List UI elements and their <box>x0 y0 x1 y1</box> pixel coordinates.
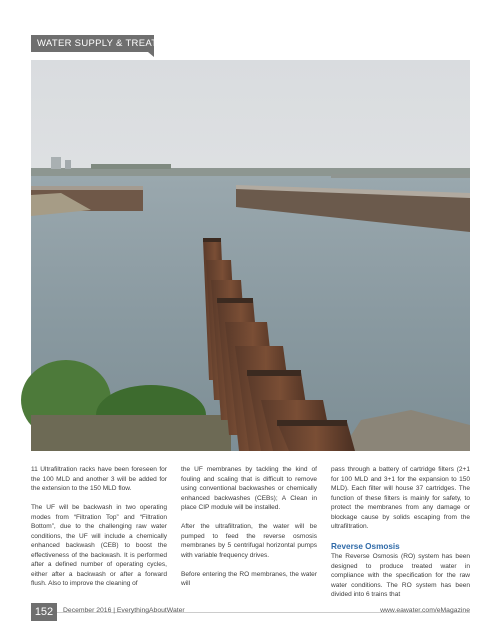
text-column-1 <box>31 465 167 598</box>
paragraph: The UF will be backwash in two operating modes from “Filtration Top” and “Filtration Bottom”, due to the challenging raw water conditions, the UF will include a chemically enhanced backwash (CEB) to boost the effectiveness of the backwash. It is performed after a defined number of operating cycles, either after a backwash or after a forward flush. Also to improve the cleaning of <box>31 504 167 587</box>
paragraph: pass through a battery of cartridge filters (2+1 for 100 MLD and 3+1 for the expansion to 150 MLD). Each filter will house 37 cartridges. The function of these filters is mainly for safety, to protect the membranes from any damage or blockage cause by solids escaping from the ultrafiltration. <box>331 466 470 530</box>
text-column-2 <box>181 465 317 598</box>
photo-sheet-pile-wall <box>31 60 470 451</box>
paragraph: 11 Ultrafiltration racks have been foreseen for the 100 MLD and another 3 will be added for the extension to the 150 MLD flow. <box>31 466 167 492</box>
section-label: WATER SUPPLY & TREATMENT <box>31 35 154 52</box>
paragraph: the UF membranes by tackling the kind of fouling and scaling that is difficult to remove using conventional backwashes or chemically enhanced backwashes (CEBs); A Clean in place CIP module will be installed. <box>181 466 317 511</box>
footer-url: www.eawater.com/eMagazine <box>380 607 470 614</box>
paragraph: After the ultrafiltration, the water will be pumped to feed the reverse osmosis membranes by 5 centrifugal horizontal pumps with variable frequency drives. <box>181 523 317 559</box>
subheading: Reverse Osmosis <box>331 542 400 551</box>
footer-issue: December 2016 | EverythingAboutWater <box>63 607 185 614</box>
text-column-3 <box>331 465 470 609</box>
photo-illustration <box>31 60 470 451</box>
page-number: 152 <box>31 603 57 621</box>
paragraph: The Reverse Osmosis (RO) system has been designed to produce treated water in compliance with the specification for the raw water conditions. The RO system has been divided into 6 trains that <box>331 553 470 598</box>
paragraph: Before entering the RO membranes, the water will <box>181 570 317 587</box>
